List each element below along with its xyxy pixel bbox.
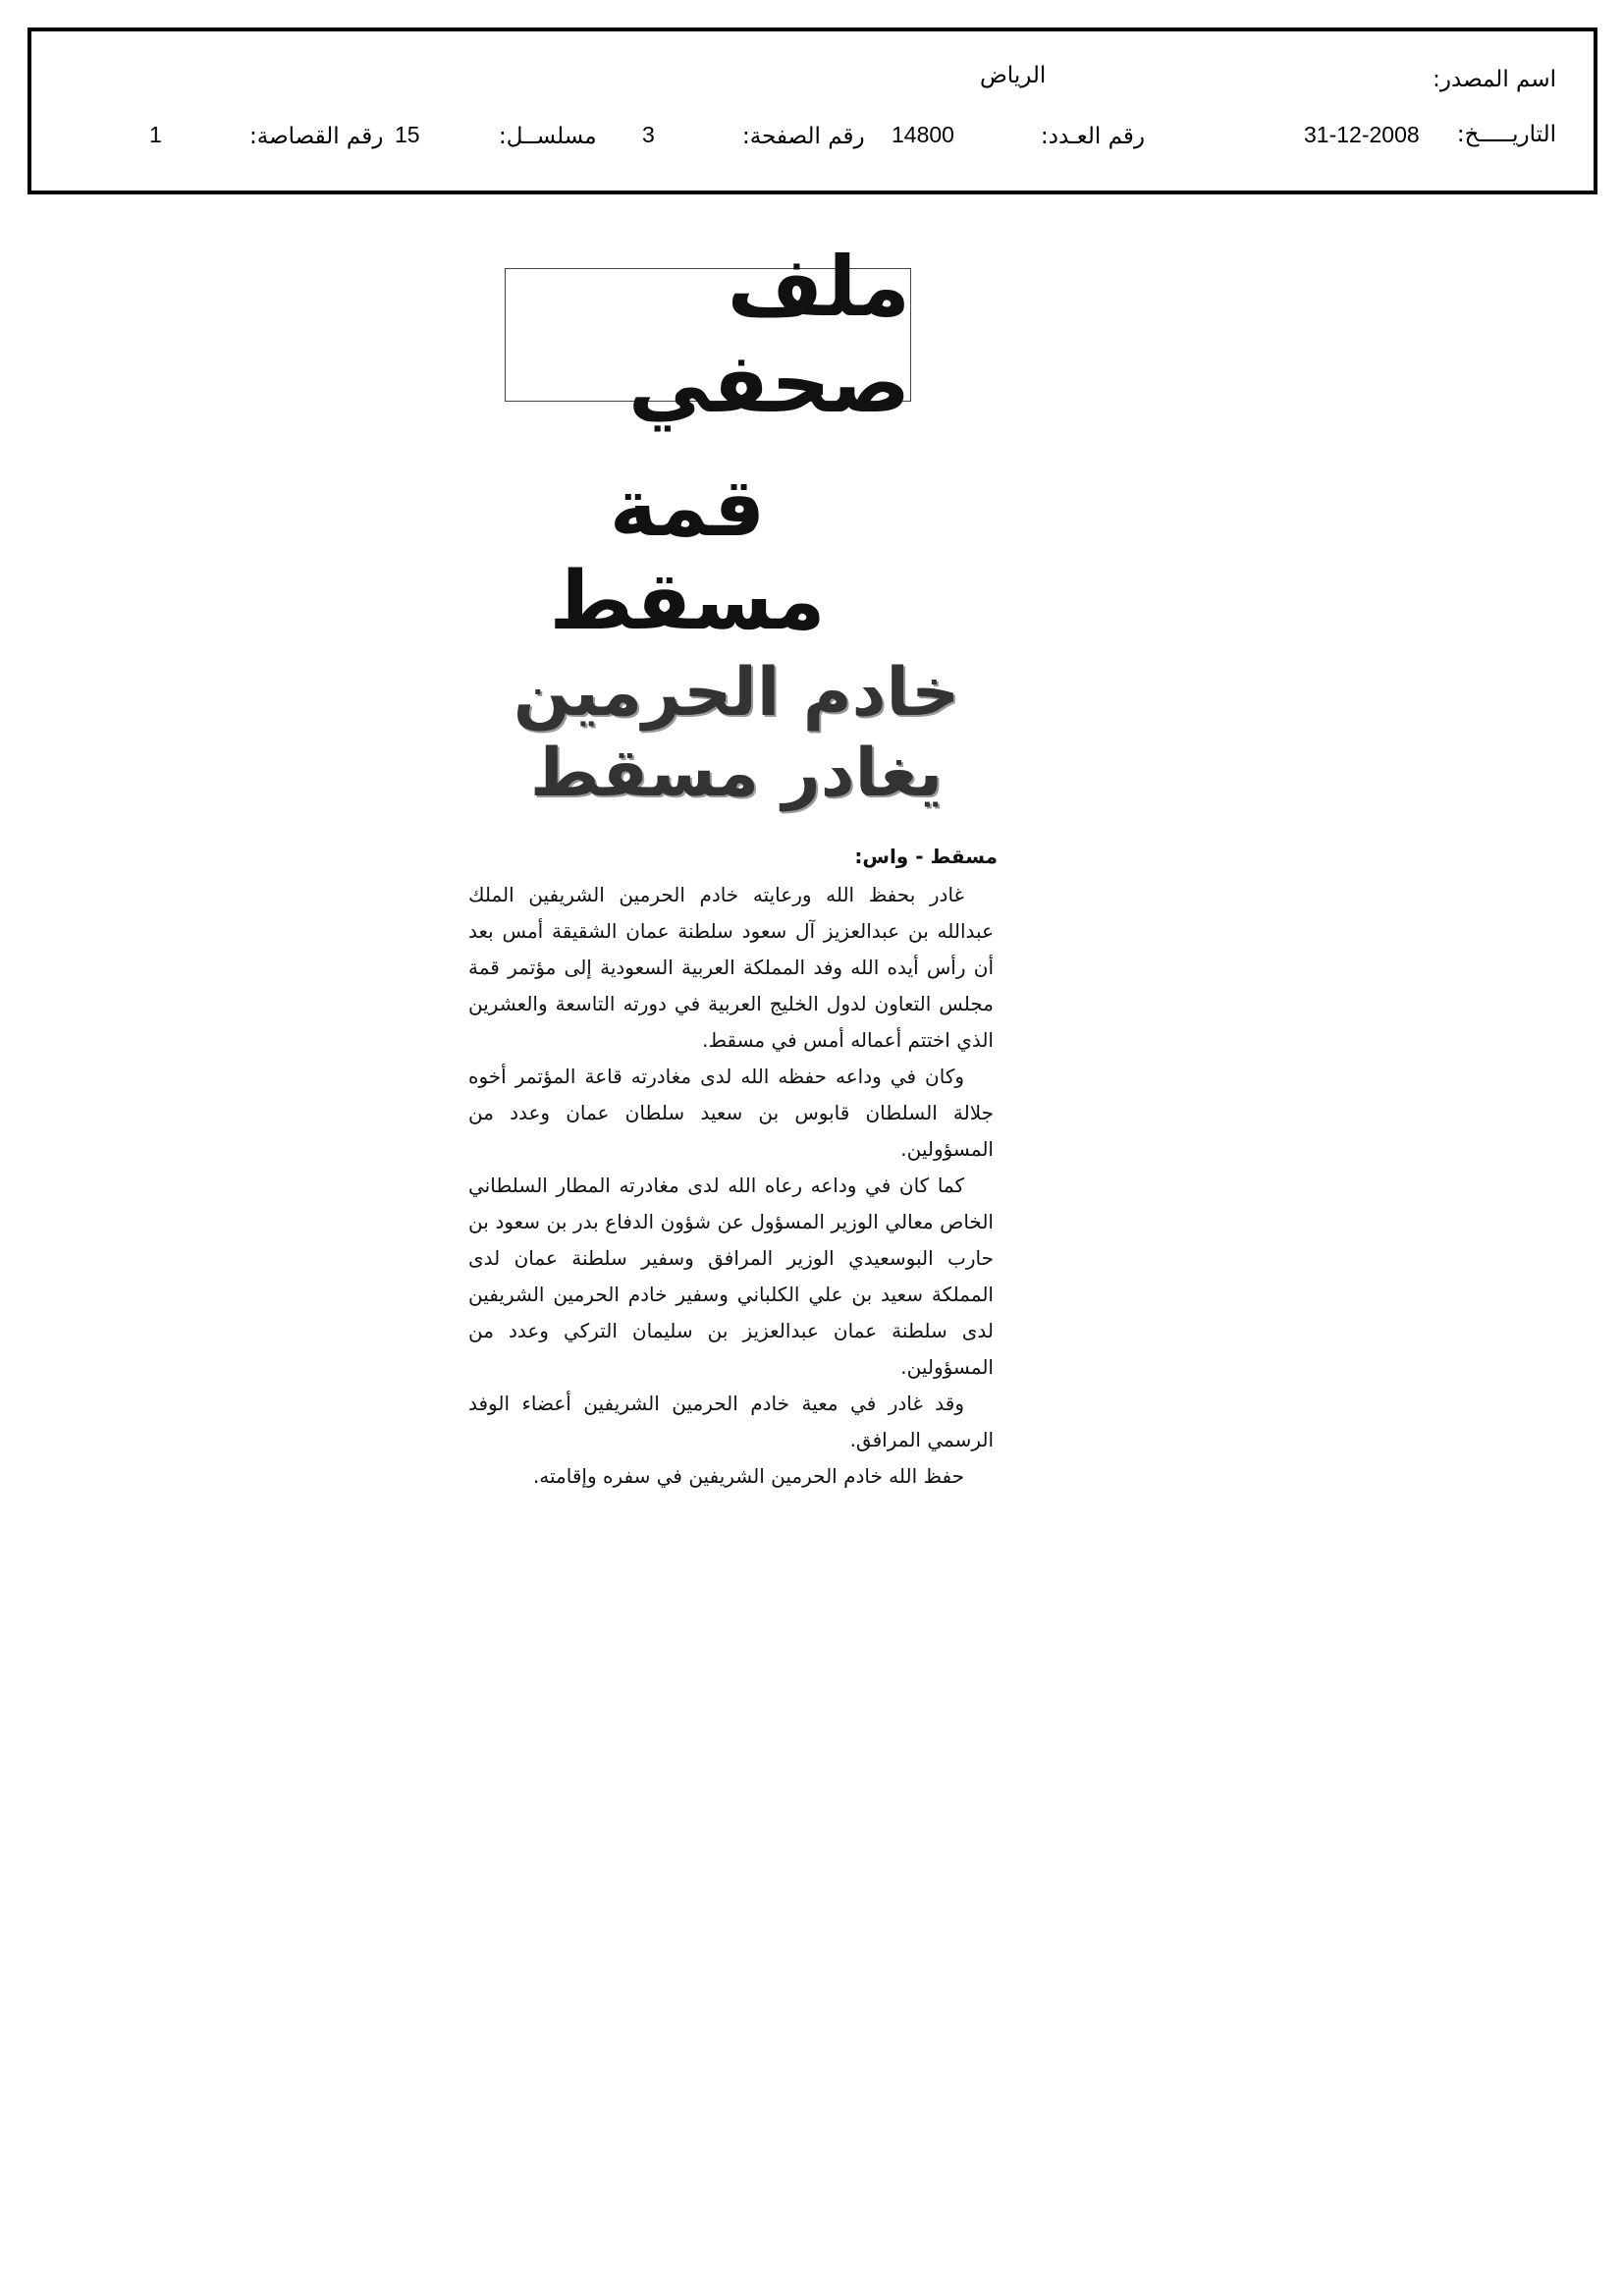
clip-value: 1	[149, 122, 162, 147]
source-value: الرياض	[980, 63, 1047, 88]
article-clipping	[461, 614, 1011, 1498]
press-file-title-box	[505, 239, 911, 431]
press-file-title: ملف صحفي	[627, 239, 910, 431]
headline-line-1: خادم الحرمين	[513, 654, 960, 732]
article-paragraph: وكان في وداعه حفظه الله لدى مغادرته قاعة المؤتمر أخوه جلالة السلطان قابوس بن سعيد سلطان عمان وعدد من المسؤولين.	[468, 1065, 994, 1161]
serial-value: 15	[395, 122, 420, 147]
article-paragraph: كما كان في وداعه رعاه الله لدى مغادرته المطار السلطاني الخاص معالي الوزير المسؤول عن شؤون الدفاع بدر بن سعود بن حارب البوسعيدي الوزير المرافق وسفير سلطنة عمان لدى المملكة سعيد بن علي الكلباني وسفير خادم الحرمين الشريفين لدى سلطنة عمان عبدالعزيز بن سليمان التركي وعدد من المسؤولين.	[468, 1174, 994, 1379]
article-body	[468, 877, 994, 1495]
page-label: رقم الصفحة:	[742, 124, 865, 149]
section-title: قمة مسقط	[549, 462, 826, 648]
article-paragraph: وقد غادر في معية خادم الحرمين الشريفين أعضاء الوفد الرسمي المرافق.	[468, 1392, 994, 1451]
clipping-header	[27, 27, 1597, 194]
issue-value: 14800	[892, 122, 954, 147]
article-dateline: مسقط - واس:	[854, 845, 998, 868]
article-paragraph: غادر بحفظ الله ورعايته خادم الحرمين الشريفين الملك عبدالله بن عبدالعزيز آل سعود سلطنة عمان الشقيقة أمس بعد أن رأس أيده الله وفد المملكة العربية السعودية إلى مؤتمر قمة مجلس التعاون لدول الخليج العربية في دورته التاسعة والعشرين الذي اختتم أعماله أمس في مسقط.	[468, 883, 994, 1052]
headline-line-2: يغادر مسقط	[529, 735, 944, 812]
date-value: 31-12-2008	[1304, 122, 1420, 147]
source-label: اسم المصدر:	[1433, 67, 1556, 92]
date-label: التاريـــــخ:	[1456, 122, 1556, 147]
serial-label: مسلســل:	[499, 124, 597, 149]
clip-label: رقم القصاصة:	[249, 124, 384, 149]
article-paragraph: حفظ الله خادم الحرمين الشريفين في سفره وإقامته.	[532, 1464, 964, 1488]
article-headline	[491, 653, 982, 814]
page-value: 3	[642, 122, 655, 147]
issue-label: رقم العـدد:	[1041, 124, 1146, 149]
